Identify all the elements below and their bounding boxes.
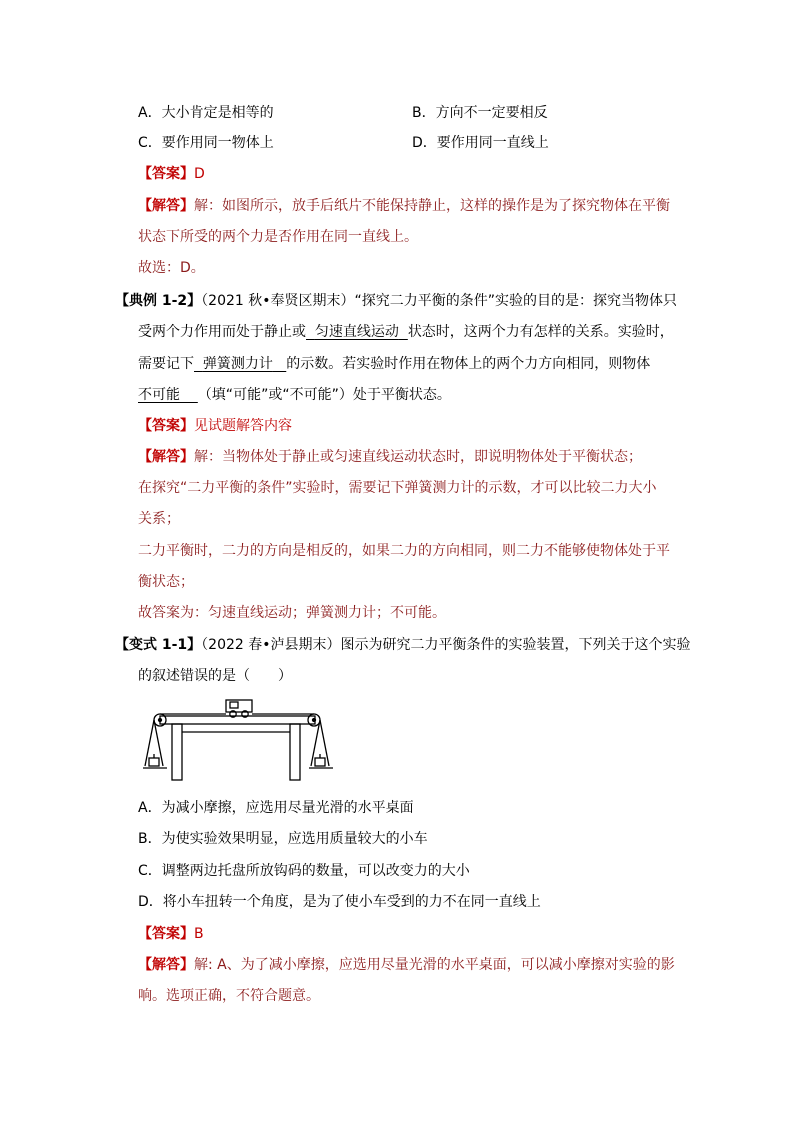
q1-answer [138,164,205,184]
answer-value: D [194,166,205,182]
q1-analysis-line-2: 状态下所受的两个力是否作用在同一直线上。 [138,229,418,245]
q2-blank-3: 不可能 [138,387,180,403]
q3-stem-line-2: 的叙述错误的是（ ） [138,668,292,684]
q2-analysis-line-1: 【解答】解：当物体处于静止或匀速直线运动状态时，即说明物体处于平衡状态； [138,449,642,465]
q2-analysis-line-6: 故答案为：匀速直线运动；弹簧测力计；不可能。 [138,605,446,621]
q2-analysis-line-3: 关系； [138,511,180,527]
analysis-label: 【解答】 [138,449,194,465]
q3-option-b: B．为使实验效果明显，应选用质量较大的小车 [138,831,428,847]
analysis-label: 【解答】 [138,198,194,214]
q2-stem-line-3: 需要记下 弹簧测力计 的示数。若实验时作用在物体上的两个力方向相同，则物体 [138,356,651,372]
q2-blank-1: 匀速直线运动 [314,324,399,340]
table-leg-left [172,724,182,780]
q3-option-a: A．为减小摩擦，应选用尽量光滑的水平桌面 [138,800,414,816]
answer-label: 【答案】 [138,418,194,434]
q3-analysis-line-1: 【解答】解: A、为了减小摩擦，应选用尽量光滑的水平桌面，可以减小摩擦对实验的影 [138,957,675,973]
q3-tag: 【变式 1-1】 [115,637,202,653]
weight-left [149,758,159,766]
q2-stem-line-4: 不可能 （填“可能”或“不可能”）处于平衡状态。 [138,387,451,403]
q1-option-d: D．要作用同一直线上 [412,135,549,151]
q2-analysis-line-2: 在探究“二力平衡的条件”实验时，需要记下弹簧测力计的示数，才可以比较二力大小 [138,480,657,496]
q1-option-b: B．方向不一定要相反 [412,105,548,121]
answer-value: B [194,926,204,942]
q2-stem-line-1: 【典例 1-2】（2021 秋•奉贤区期末）“探究二力平衡的条件”实验的目的是：探究当物体只 [115,293,678,309]
q1-option-a: A．大小肯定是相等的 [138,105,274,121]
q2-blank-2: 弹簧测力计 [202,356,273,372]
weight-right [315,758,325,766]
q2-stem-line-2: 受两个力作用而处于静止或 匀速直线运动 状态时，这两个力有怎样的关系。实验时， [138,324,674,340]
q3-analysis-line-2: 响。选项正确，不符合题意。 [138,988,320,1004]
q1-analysis-line-1: 【解答】解：如图所示，放手后纸片不能保持静止，这样的操作是为了探究物体在平衡 [138,198,670,214]
q3-option-d: D．将小车扭转一个角度，是为了使小车受到的力不在同一直线上 [138,894,541,910]
q1-option-c: C．要作用同一物体上 [138,135,274,151]
q3-stem-line-1: 【变式 1-1】（2022 春•泸县期末）图示为研究二力平衡条件的实验装置，下列关于这个实验 [115,637,691,653]
answer-label: 【答案】 [138,166,194,182]
answer-label: 【答案】 [138,926,194,942]
q2-analysis-line-5: 衡状态； [138,574,194,590]
answer-value: 见试题解答内容 [194,418,292,434]
table-leg-right [290,724,300,780]
q2-answer [138,416,292,436]
q2-analysis-line-4: 二力平衡时，二力的方向是相反的，如果二力的方向相同，则二力不能够使物体处于平 [138,543,670,559]
experiment-apparatus-figure [140,692,340,782]
q3-option-c: C．调整两边托盘所放钩码的数量，可以改变力的大小 [138,863,470,879]
table-top [160,716,315,724]
analysis-label: 【解答】 [138,957,194,973]
q3-answer [138,924,204,944]
q2-tag: 【典例 1-2】 [115,293,202,309]
q1-conclusion: 故选：D。 [138,260,205,276]
